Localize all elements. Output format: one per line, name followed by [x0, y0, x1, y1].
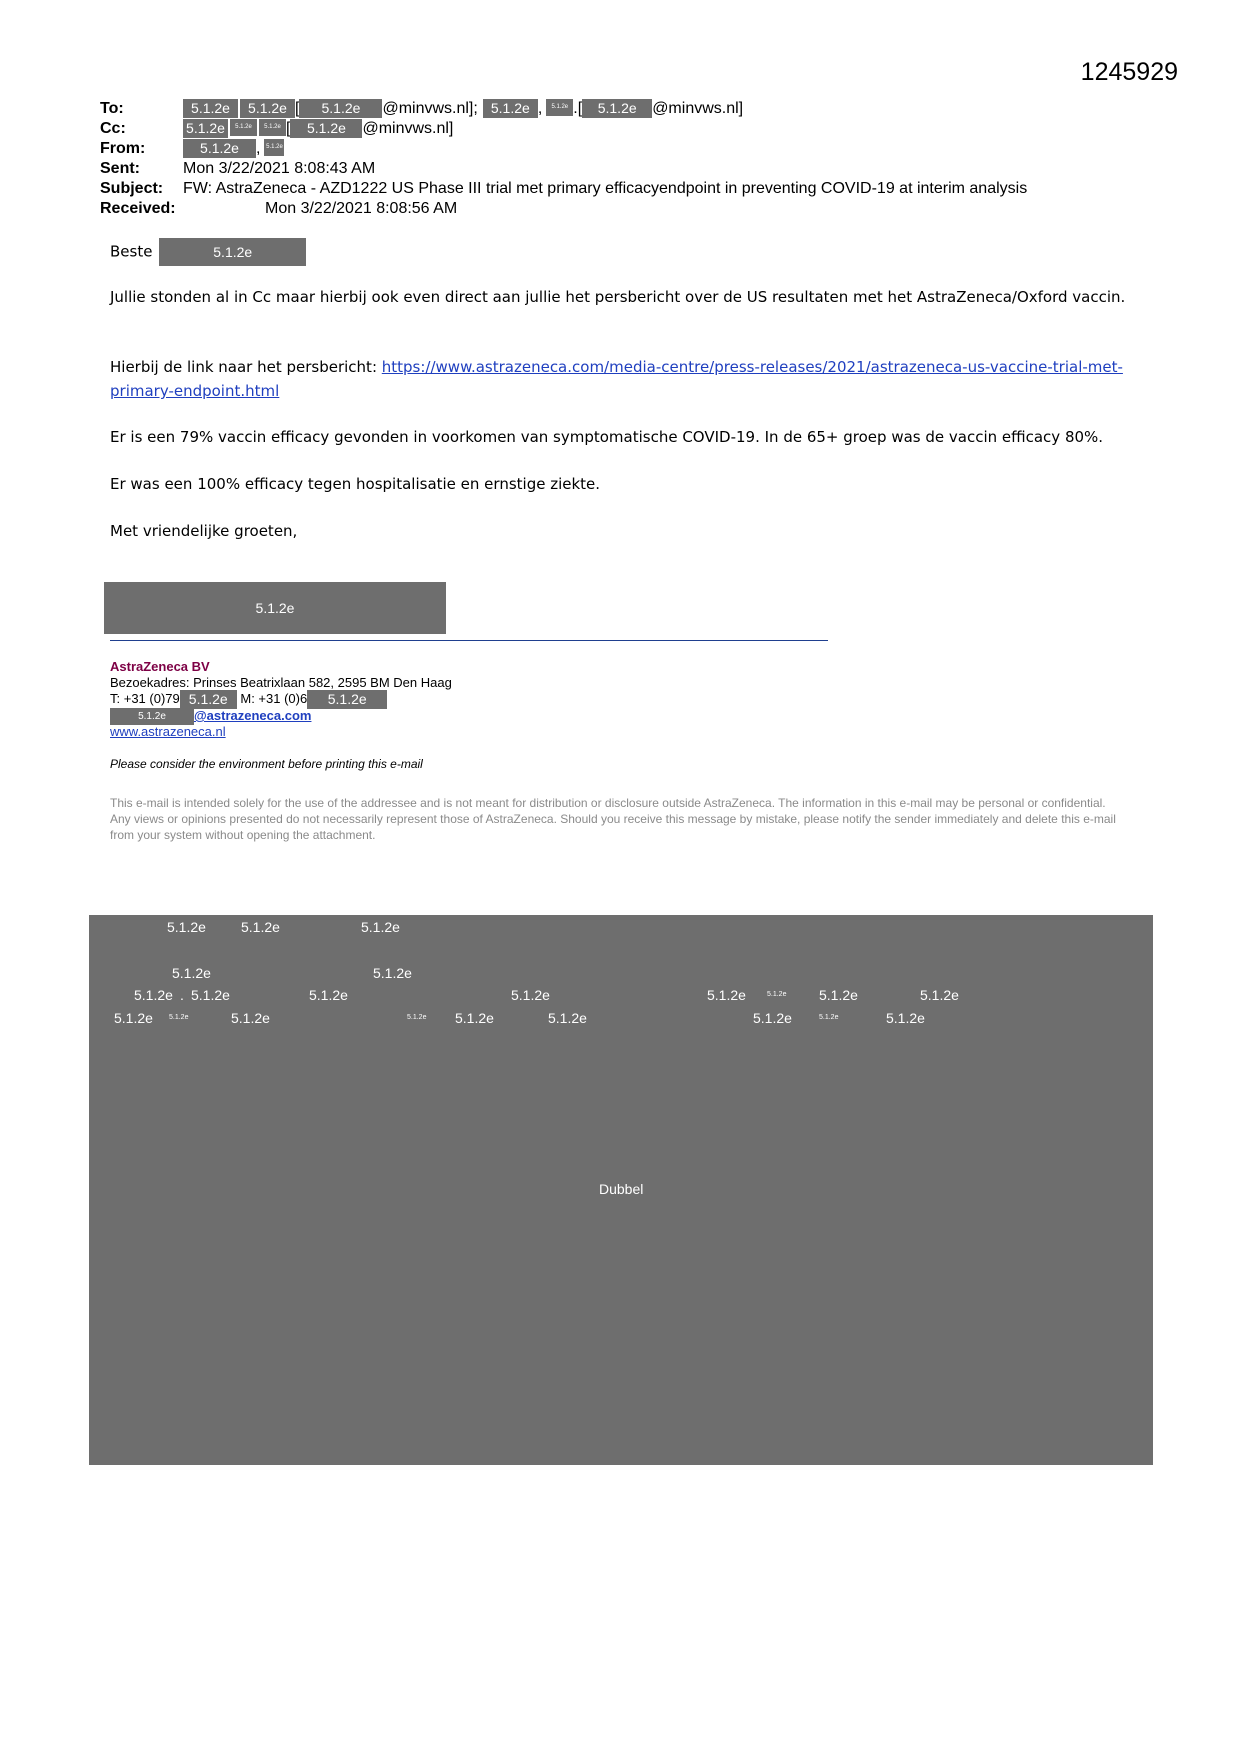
redaction: 5.1.2e — [167, 919, 206, 935]
redaction: 5.1.2e — [819, 987, 858, 1003]
company-name: AstraZeneca BV — [110, 659, 210, 674]
sent-value: Mon 3/22/2021 8:08:43 AM — [183, 160, 376, 177]
greeting: Beste — [110, 242, 153, 261]
website-link[interactable]: www.astrazeneca.nl — [110, 724, 226, 739]
redaction: 5.1.2e — [169, 1014, 189, 1021]
paragraph-1: Jullie stonden al in Cc maar hierbij ook even direct aan jullie het persbericht over de US resultaten met het AstraZeneca/Oxford vaccin. — [110, 288, 1126, 306]
block-label: Dubbel — [599, 1181, 644, 1197]
received-value: Mon 3/22/2021 8:08:56 AM — [265, 200, 458, 217]
address: Bezoekadres: Prinses Beatrixlaan 582, 2595 BM Den Haag — [110, 675, 452, 690]
redaction: 5.1.2e — [183, 119, 228, 138]
redaction: 5.1.2e — [548, 1010, 587, 1026]
redaction: 5.1.2e — [361, 919, 400, 935]
greeting-line — [110, 238, 1140, 266]
redaction: 5.1.2e — [240, 99, 295, 118]
redaction: 5.1.2e — [307, 690, 387, 709]
signature-name-redaction: 5.1.2e — [104, 582, 446, 634]
redaction: 5.1.2e — [159, 238, 306, 266]
closing: Met vriendelijke groeten, — [110, 522, 298, 540]
redaction: 5.1.2e — [191, 987, 230, 1003]
subject-label: Subject: — [100, 180, 164, 197]
phone-t: T: +31 (0)79 — [110, 690, 180, 706]
bracket: [ — [286, 120, 291, 137]
redaction: 5.1.2e — [259, 119, 286, 136]
redaction: 5.1.2e — [183, 139, 256, 158]
comma: , — [256, 140, 261, 157]
sent-label: Sent: — [100, 160, 140, 177]
redacted-block — [89, 915, 1153, 1465]
phone-m: M: +31 (0)6 — [240, 690, 308, 706]
paragraph-2 — [110, 355, 1140, 403]
phone-line — [110, 690, 387, 709]
redaction: 5.1.2e — [114, 1010, 153, 1026]
redaction: 5.1.2e — [373, 965, 412, 981]
signature-divider — [110, 640, 828, 641]
from-label: From: — [100, 140, 146, 157]
redaction: 5.1.2e — [180, 690, 237, 709]
disclaimer: This e-mail is intended solely for the use of the addressee and is not meant for distribution or disclosure outside AstraZeneca. The information in this e-mail may be personal or confidential. Any views or opinions presented do not necessarily represent those of AstraZeneca. Should you receive this message by mistake, please notify the sender immediately and delete this e-mail from your system without opening the attachment. — [110, 796, 1116, 842]
received-label: Received: — [100, 200, 176, 217]
comma: , — [537, 100, 543, 117]
email-domain[interactable]: @astrazeneca.com — [194, 708, 312, 723]
redaction: 5.1.2e — [290, 119, 362, 138]
paragraph-4: Er was een 100% efficacy tegen hospitalisatie en ernstige ziekte. — [110, 475, 601, 493]
redaction: 5.1.2e — [511, 987, 550, 1003]
redaction: 5.1.2e — [110, 708, 194, 725]
document-number: 1245929 — [1080, 58, 1178, 86]
redaction: 5.1.2e — [546, 99, 573, 116]
redaction: 5.1.2e — [183, 99, 238, 118]
redaction: 5.1.2e — [767, 991, 787, 998]
redaction: 5.1.2e — [231, 1010, 270, 1026]
redaction: 5.1.2e — [264, 139, 284, 156]
redaction: 5.1.2e — [886, 1010, 925, 1026]
to-label: To: — [100, 100, 124, 117]
paragraph-3: Er is een 79% vaccin efficacy gevonden in voorkomen van symptomatische COVID-19. In de 65+ groep was de vaccin efficacy 80%. — [110, 428, 1104, 446]
dot: . — [573, 100, 578, 117]
to-domain: @minvws.nl]; — [382, 100, 478, 117]
redaction: 5.1.2e — [407, 1014, 427, 1021]
redaction: 5.1.2e — [582, 99, 652, 118]
cc-recipients — [183, 119, 453, 139]
redaction: 5.1.2e — [309, 987, 348, 1003]
redaction: 5.1.2e — [707, 987, 746, 1003]
redaction: 5.1.2e — [753, 1010, 792, 1026]
from-sender — [183, 139, 284, 159]
email-line — [110, 708, 311, 725]
redaction: 5.1.2e — [230, 119, 257, 136]
dot: . — [180, 987, 184, 1003]
press-release-link[interactable]: https://www.astrazeneca.com/media-centre/press-releases/2021/astrazeneca-us-vaccine-trial-met-primary-endpoint.html — [110, 358, 1123, 400]
redaction: 5.1.2e — [241, 919, 280, 935]
redaction: 5.1.2e — [455, 1010, 494, 1026]
environment-note: Please consider the environment before printing this e-mail — [110, 757, 423, 771]
cc-label: Cc: — [100, 120, 126, 137]
bracket: [ — [295, 100, 300, 117]
cc-domain: @minvws.nl] — [362, 120, 454, 137]
bracket: [ — [577, 100, 583, 117]
redaction: 5.1.2e — [172, 965, 211, 981]
redaction: 5.1.2e — [299, 99, 382, 118]
to-recipients — [183, 99, 743, 119]
subject-value: FW: AstraZeneca - AZD1222 US Phase III trial met primary efficacyendpoint in preventing COVID-19 at interim analysis — [183, 180, 1028, 197]
redaction: 5.1.2e — [819, 1014, 839, 1021]
redaction: 5.1.2e — [920, 987, 959, 1003]
link-intro: Hierbij de link naar het persbericht: — [110, 358, 382, 376]
redaction: 5.1.2e — [134, 987, 173, 1003]
redaction: 5.1.2e — [483, 99, 538, 118]
to-domain: @minvws.nl] — [652, 100, 744, 117]
